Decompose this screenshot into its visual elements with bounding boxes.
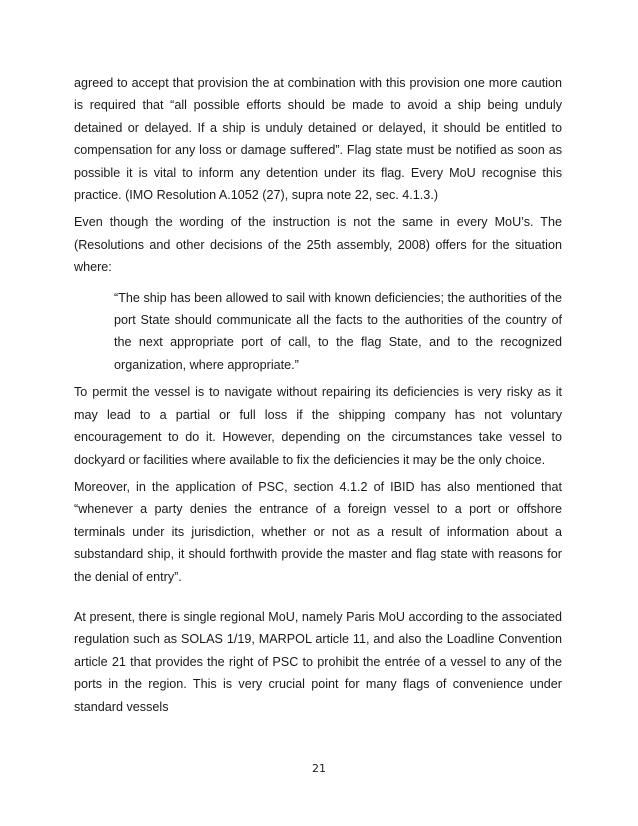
paragraph-risk-of-sailing: To permit the vessel is to navigate without repairing its deficiencies is very risky as it may lead to a partial or full loss if the shipping company has not voluntary encouragement to do it. However, depending on the circumstances take vessel to dockyard or facilities where available to fix the deficiencies it may be the only choice. xyxy=(74,385,562,467)
paragraph-paris-mou: At present, there is single regional MoU, namely Paris MoU according to the associated regulation such as SOLAS 1/19, MARPOL article 11, and also the Loadline Convention article 21 that provides the right of PSC to prohibit the entrée of a vessel to any of the ports in the region. This is very crucial point for many flags of convenience under standard vessels xyxy=(74,609,562,714)
paragraph-denial-of-entry: Moreover, in the application of PSC, section 4.1.2 of IBID has also mentioned that “whenever a party denies the entrance of a foreign vessel to a port or offshore terminals under its jurisdiction, whether or not as a result of information about a substandard ship, it should forthwith provide the master and flag state with reasons for the denial of entry”. xyxy=(74,479,562,584)
block-quote-known-deficiencies: “The ship has been allowed to sail with known deficiencies; the authorities of the port State should communicate all the facts to the authorities of the country of the next appropriate port of call, to the flag State, and to the recognized organization, where appropriate.” xyxy=(114,290,562,372)
paragraph-wording-instruction: Even though the wording of the instruction is not the same in every MoU’s. The (Resolutions and other decisions of the 25th assembly, 2008) offers for the situation where: xyxy=(74,215,562,275)
body-text xyxy=(74,72,562,718)
paragraph-detention-compensation: agreed to accept that provision the at combination with this provision one more caution is required that “all possible efforts should be made to avoid a ship being unduly detained or delayed. If a ship is unduly detained or delayed, it should be entitled to compensation for any loss or damage suffered”. Flag state must be notified as soon as possible it is vital to inform any detention under its flag. Every MoU recognise this practice. (IMO Resolution A.1052 (27), supra note 22, sec. 4.1.3.) xyxy=(74,76,562,203)
page-number: 21 xyxy=(312,762,326,775)
